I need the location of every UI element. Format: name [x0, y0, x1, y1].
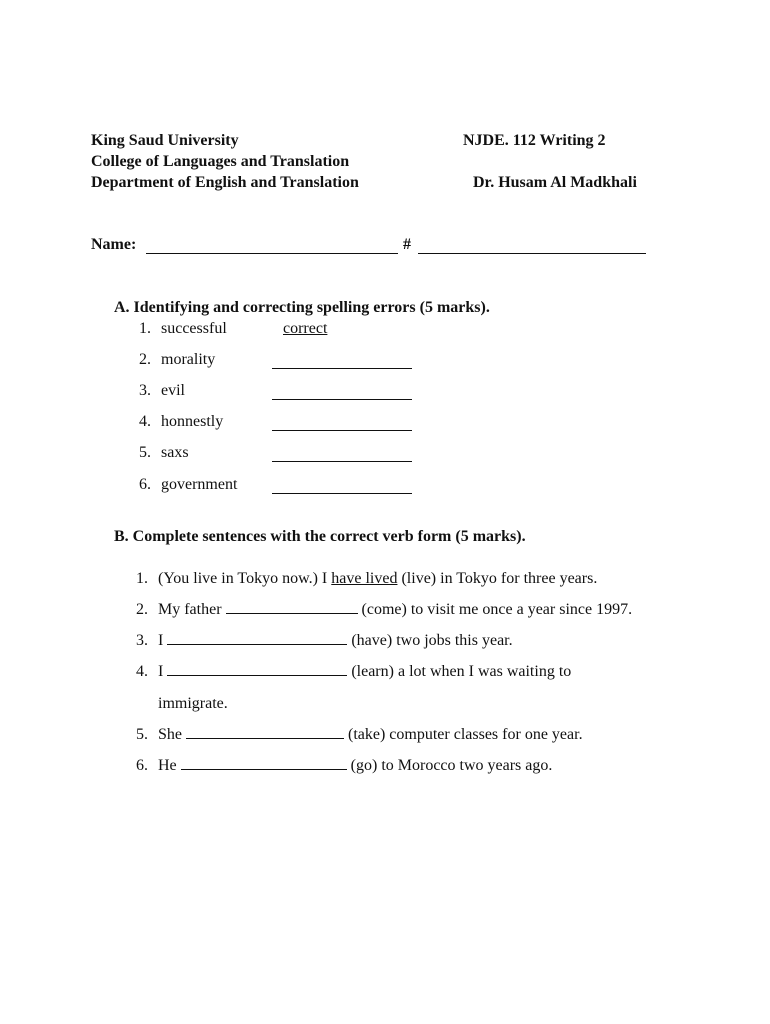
answer-blank[interactable] — [186, 737, 344, 739]
university-name: King Saud University — [91, 132, 239, 149]
item-number: 6. — [136, 757, 148, 774]
item-word: government — [161, 476, 238, 493]
answer-blank[interactable] — [272, 460, 412, 462]
section-b-title: B. Complete sentences with the correct verb form (5 marks). — [114, 528, 526, 545]
list-item — [139, 351, 215, 369]
answer-blank[interactable] — [272, 492, 412, 494]
sentence-before: My father — [158, 601, 226, 618]
answer-blank[interactable] — [272, 367, 412, 369]
sentence-after: (learn) a lot when I was waiting to — [347, 663, 572, 680]
list-item — [136, 726, 583, 744]
department-name: Department of English and Translation — [91, 174, 359, 191]
item-number: 5. — [136, 726, 148, 743]
item-number: 4. — [136, 663, 148, 680]
sentence-before: I — [158, 663, 168, 680]
item-number: 1. — [136, 570, 148, 587]
sentence-after: (have) two jobs this year. — [347, 632, 513, 649]
item-number: 3. — [139, 382, 151, 399]
item-number: 2. — [139, 351, 151, 368]
answer-blank[interactable] — [167, 674, 347, 676]
list-item — [139, 413, 223, 431]
item-word: saxs — [161, 444, 189, 461]
answer-blank[interactable] — [167, 643, 347, 645]
answer-blank[interactable] — [226, 612, 358, 614]
list-item — [139, 444, 189, 462]
item-number: 6. — [139, 476, 151, 493]
section-a-title: A. Identifying and correcting spelling errors (5 marks). — [114, 299, 490, 316]
list-item — [139, 476, 237, 494]
sentence-before: I — [158, 632, 168, 649]
sentence-after: (go) to Morocco two years ago. — [346, 757, 553, 774]
answer-blank[interactable] — [181, 768, 347, 770]
list-item-continuation: immigrate. — [158, 695, 228, 712]
sentence-before: (You live in Tokyo now.) I — [158, 570, 332, 587]
number-label: # — [403, 236, 411, 253]
list-item — [139, 320, 227, 338]
answer-blank[interactable] — [272, 429, 412, 431]
list-item — [139, 382, 185, 400]
item-number: 5. — [139, 444, 151, 461]
sentence-after: (live) in Tokyo for three years. — [397, 570, 598, 587]
list-item — [136, 757, 552, 775]
name-blank[interactable] — [146, 252, 398, 254]
list-item — [136, 632, 513, 650]
course-code: NJDE. 112 Writing 2 — [463, 132, 606, 149]
item-word: morality — [161, 351, 216, 368]
instructor-name: Dr. Husam Al Madkhali — [473, 174, 637, 191]
item-answer: correct — [283, 320, 328, 337]
item-number: 1. — [139, 320, 151, 337]
sentence-answer: have lived — [331, 570, 398, 587]
item-number: 3. — [136, 632, 148, 649]
number-blank[interactable] — [418, 252, 646, 254]
answer-blank[interactable] — [272, 398, 412, 400]
college-name: College of Languages and Translation — [91, 153, 350, 170]
item-word: evil — [161, 382, 185, 399]
item-word: successful — [161, 320, 227, 337]
list-item — [136, 663, 571, 681]
sentence-after: (come) to visit me once a year since 1997. — [357, 601, 633, 618]
name-label: Name: — [91, 236, 137, 253]
list-item — [136, 570, 597, 588]
item-number: 4. — [139, 413, 151, 430]
item-number: 2. — [136, 601, 148, 618]
sentence-after: (take) computer classes for one year. — [344, 726, 583, 743]
sentence-before: He — [158, 757, 181, 774]
sentence-before: She — [158, 726, 186, 743]
list-item — [136, 601, 632, 619]
item-word: honnestly — [161, 413, 224, 430]
